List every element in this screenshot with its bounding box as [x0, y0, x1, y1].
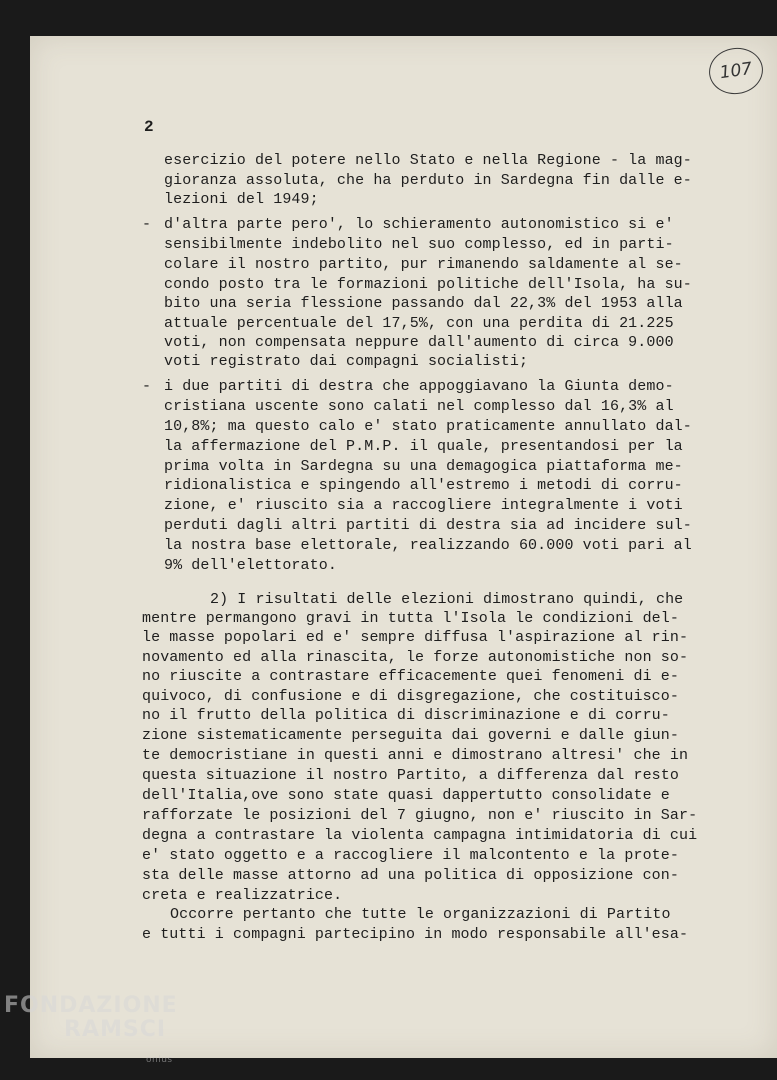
- bullet-marker: -: [142, 216, 152, 233]
- text-line: gioranza assoluta, che ha perduto in Sardegna fin dalle e-: [164, 172, 692, 189]
- text-line: sta delle masse attorno ad una politica di opposizione con-: [142, 867, 679, 884]
- text-line: voti registrato dai compagni socialisti;: [164, 353, 529, 370]
- watermark-onlus: onlus: [146, 1055, 173, 1065]
- text-line: questa situazione il nostro Partito, a differenza dal resto: [142, 767, 679, 784]
- watermark-line-2: RAMSCI: [64, 1017, 167, 1042]
- text-line: la affermazione del P.M.P. il quale, presentandosi per la: [164, 438, 683, 455]
- text-line: condo posto tra le formazioni politiche dell'Isola, ha su-: [164, 276, 692, 293]
- text-line: cristiana uscente sono calati nel complesso dal 16,3% al: [164, 398, 674, 415]
- text-line: quivoco, di confusione e di disgregazione, che costituisco-: [142, 688, 679, 705]
- text-line: d'altra parte pero', lo schieramento autonomistico si e': [164, 216, 674, 233]
- text-line: zione sistematicamente perseguita dai governi e dalle giun-: [142, 727, 679, 744]
- text-line: i due partiti di destra che appoggiavano la Giunta demo-: [164, 378, 674, 395]
- text-line: ridionalistica e spingendo all'estremo i metodi di corru-: [164, 477, 683, 494]
- text-line: perduti dagli altri partiti di destra sia ad incidere sul-: [164, 517, 692, 534]
- archive-number: 107: [718, 58, 754, 84]
- page-number: 2: [144, 118, 154, 136]
- text-line: novamento ed alla rinascita, le forze autonomistiche non so-: [142, 649, 689, 666]
- fondazione-gramsci-watermark: [4, 993, 178, 1065]
- text-line: 9% dell'elettorato.: [164, 557, 337, 574]
- text-line: bito una seria flessione passando dal 22,3% del 1953 alla: [164, 295, 683, 312]
- text-line: rafforzate le posizioni del 7 giugno, non e' riuscito in Sar-: [142, 807, 698, 824]
- text-line: la nostra base elettorale, realizzando 60.000 voti pari al: [164, 537, 692, 554]
- text-line: sensibilmente indebolito nel suo complesso, ed in parti-: [164, 236, 674, 253]
- text-line: le masse popolari ed e' sempre diffusa l'aspirazione al rin-: [142, 629, 689, 646]
- text-line: no riuscite a contrastare efficacemente quei fenomeni di e-: [142, 668, 679, 685]
- text-line: te democristiane in questi anni e dimostrano altresi' che in: [142, 747, 689, 764]
- text-line: mentre permangono gravi in tutta l'Isola le condizioni del-: [142, 610, 679, 627]
- text-line: no il frutto della politica di discriminazione e di corru-: [142, 707, 670, 724]
- text-line: 2) I risultati delle elezioni dimostrano quindi, che: [210, 591, 684, 608]
- text-line: attuale percentuale del 17,5%, con una perdita di 21.225: [164, 315, 674, 332]
- bullet-marker: -: [142, 378, 152, 395]
- text-line: lezioni del 1949;: [164, 191, 319, 208]
- text-line: creta e realizzatrice.: [142, 887, 343, 904]
- text-line: prima volta in Sardegna su una demagogica piattaforma me-: [164, 458, 683, 475]
- text-line: Occorre pertanto che tutte le organizzazioni di Partito: [170, 906, 671, 923]
- text-line: esercizio del potere nello Stato e nella Regione - la mag-: [164, 152, 692, 169]
- text-line: e' stato oggetto e a raccogliere il malcontento e la prote-: [142, 847, 679, 864]
- text-line: dell'Italia,ove sono state quasi dappertutto consolidate e: [142, 787, 670, 804]
- text-line: colare il nostro partito, pur rimanendo saldamente al se-: [164, 256, 683, 273]
- text-line: 10,8%; ma questo calo e' stato praticamente annullato dal-: [164, 418, 692, 435]
- watermark-line-1: FONDAZIONE: [4, 993, 178, 1018]
- text-line: zione, e' riuscito sia a raccogliere integralmente i voti: [164, 497, 683, 514]
- text-line: e tutti i compagni partecipino in modo responsabile all'esa-: [142, 926, 689, 943]
- text-line: voti, non compensata neppure dall'aumento di circa 9.000: [164, 334, 674, 351]
- text-line: degna a contrastare la violenta campagna intimidatoria di cui: [142, 827, 698, 844]
